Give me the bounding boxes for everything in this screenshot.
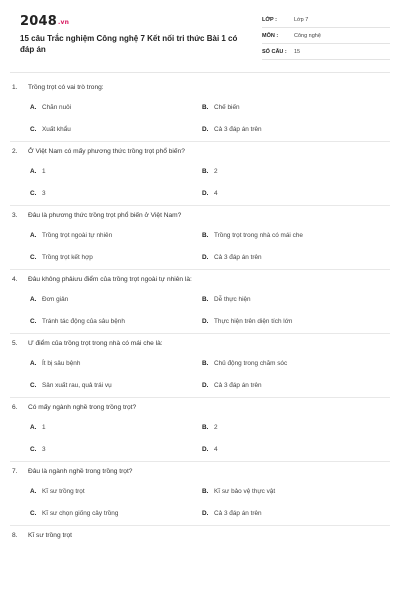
option-text: Chủ động trong chăm sóc <box>214 360 288 367</box>
option-text: Kĩ sư bảo vệ thực vật <box>214 488 276 495</box>
page-title: 15 câu Trắc nghiệm Công nghệ 7 Kết nối tri thức Bài 1 có đáp án <box>20 34 238 54</box>
question-text: Trồng trọt có vai trò trong: <box>28 84 104 91</box>
option-text: 3 <box>42 446 46 453</box>
answer-option[interactable] <box>202 481 390 503</box>
question-number: 1. <box>12 84 18 91</box>
question-header <box>10 83 390 97</box>
answer-option[interactable] <box>30 289 202 311</box>
option-text: Dễ thực hiện <box>214 296 251 303</box>
option-letter: B. <box>202 168 209 175</box>
option-text: 1 <box>42 168 46 175</box>
answer-option[interactable] <box>202 311 390 333</box>
option-text: Kĩ sư chọn giống cây trồng <box>42 510 119 517</box>
option-letter: D. <box>202 190 209 197</box>
answer-option[interactable] <box>202 375 390 397</box>
question-item <box>10 270 390 334</box>
option-letter: D. <box>202 510 209 517</box>
option-letter: C. <box>30 254 37 261</box>
question-item <box>10 398 390 462</box>
question-text: Đâu là ngành nghề trong trồng trọt? <box>28 468 133 475</box>
answer-option[interactable] <box>202 119 390 141</box>
option-letter: A. <box>30 232 37 239</box>
meta-label: SỐ CÂU : <box>262 49 287 55</box>
question-header <box>10 147 390 161</box>
question-number: 6. <box>12 404 18 411</box>
answer-option[interactable] <box>30 119 202 141</box>
site-logo[interactable] <box>20 14 69 29</box>
question-number: 4. <box>12 276 18 283</box>
option-text: Cả 3 đáp án trên <box>214 510 262 517</box>
option-letter: A. <box>30 488 37 495</box>
option-letter: B. <box>202 488 209 495</box>
answer-option[interactable] <box>202 183 390 205</box>
option-text: Trồng trọt ngoài tự nhiên <box>42 232 113 239</box>
meta-value: Công nghệ <box>294 33 321 39</box>
question-number: 2. <box>12 148 18 155</box>
answer-option[interactable] <box>202 503 390 525</box>
option-letter: B. <box>202 232 209 239</box>
meta-label: MÔN : <box>262 33 279 39</box>
answer-option[interactable] <box>30 97 202 119</box>
answer-option[interactable] <box>30 353 202 375</box>
option-letter: D. <box>202 126 209 133</box>
question-header <box>10 275 390 289</box>
option-letter: B. <box>202 360 209 367</box>
option-text: Chế biến <box>214 104 240 111</box>
option-text: 1 <box>42 424 46 431</box>
answer-options <box>10 225 390 269</box>
answer-option[interactable] <box>202 417 390 439</box>
answer-option[interactable] <box>202 225 390 247</box>
question-header <box>10 467 390 481</box>
answer-option[interactable] <box>30 417 202 439</box>
option-letter: D. <box>202 254 209 261</box>
option-text: 2 <box>214 424 218 431</box>
meta-subject <box>262 30 390 44</box>
option-letter: C. <box>30 190 37 197</box>
option-letter: B. <box>202 104 209 111</box>
question-header <box>10 531 390 545</box>
option-text: Đơn giản <box>42 296 69 303</box>
question-text: Ở Việt Nam có mấy phương thức trồng trọt phổ biến? <box>28 148 185 155</box>
option-letter: C. <box>30 318 37 325</box>
answer-option[interactable] <box>202 353 390 375</box>
header-divider <box>10 72 390 73</box>
answer-options <box>10 353 390 397</box>
question-item <box>10 206 390 270</box>
option-text: Sản xuất rau, quả trái vụ <box>42 382 112 389</box>
option-text: 3 <box>42 190 46 197</box>
question-header <box>10 211 390 225</box>
option-letter: A. <box>30 168 37 175</box>
question-number: 5. <box>12 340 18 347</box>
answer-option[interactable] <box>30 439 202 461</box>
meta-info <box>262 14 390 62</box>
answer-option[interactable] <box>202 289 390 311</box>
answer-option[interactable] <box>30 375 202 397</box>
logo-text: 2048 <box>20 14 57 29</box>
answer-options <box>10 97 390 141</box>
option-letter: C. <box>30 510 37 517</box>
question-list <box>10 78 390 545</box>
option-text: 2 <box>214 168 218 175</box>
option-text: Tránh tác động của sâu bệnh <box>42 318 125 325</box>
option-letter: D. <box>202 446 209 453</box>
question-text: Ư điểm của trồng trọt trong nhà có mái che là: <box>28 340 163 347</box>
option-letter: B. <box>202 424 209 431</box>
answer-option[interactable] <box>30 503 202 525</box>
option-text: Xuất khẩu <box>42 126 71 133</box>
option-letter: C. <box>30 126 37 133</box>
question-number: 3. <box>12 212 18 219</box>
meta-grade <box>262 14 390 28</box>
question-text: Đâu là phương thức trồng trọt phổ biến ở Việt Nam? <box>28 212 182 219</box>
question-item <box>10 526 390 545</box>
option-letter: C. <box>30 446 37 453</box>
answer-option[interactable] <box>30 311 202 333</box>
option-letter: D. <box>202 318 209 325</box>
answer-option[interactable] <box>202 439 390 461</box>
option-text: Thực hiện trên diện tích lớn <box>214 318 293 325</box>
answer-option[interactable] <box>30 247 202 269</box>
option-text: 4 <box>214 446 218 453</box>
answer-options <box>10 161 390 205</box>
question-item <box>10 78 390 142</box>
option-text: Ít bị sâu bệnh <box>42 360 81 367</box>
answer-options <box>10 481 390 525</box>
option-text: Trồng trọt kết hợp <box>42 254 93 261</box>
option-letter: D. <box>202 382 209 389</box>
logo-suffix: .vn <box>57 19 70 26</box>
question-item <box>10 334 390 398</box>
meta-value: Lớp 7 <box>294 17 309 23</box>
option-letter: B. <box>202 296 209 303</box>
option-text: Cả 3 đáp án trên <box>214 254 262 261</box>
answer-option[interactable] <box>202 97 390 119</box>
option-text: Chăn nuôi <box>42 104 72 111</box>
question-header <box>10 403 390 417</box>
option-text: Cả 3 đáp án trên <box>214 126 262 133</box>
meta-count <box>262 46 390 60</box>
option-letter: C. <box>30 382 37 389</box>
answer-option[interactable] <box>202 161 390 183</box>
answer-option[interactable] <box>30 225 202 247</box>
question-text: Đâu không phảiưu điểm của trồng trọt ngoài tự nhiên là: <box>28 276 192 283</box>
option-text: Kĩ sư trồng trọt <box>42 488 85 495</box>
option-letter: A. <box>30 424 37 431</box>
question-number: 8. <box>12 532 18 539</box>
option-text: Cả 3 đáp án trên <box>214 382 262 389</box>
answer-option[interactable] <box>30 183 202 205</box>
answer-option[interactable] <box>30 481 202 503</box>
answer-options <box>10 417 390 461</box>
meta-label: LỚP : <box>262 17 277 23</box>
option-text: 4 <box>214 190 218 197</box>
document-header <box>10 0 390 72</box>
option-letter: A. <box>30 104 37 111</box>
question-header <box>10 339 390 353</box>
answer-options <box>10 289 390 333</box>
option-text: Trồng trọt trong nhà có mái che <box>214 232 303 239</box>
option-letter: A. <box>30 296 37 303</box>
question-item <box>10 142 390 206</box>
question-item <box>10 462 390 526</box>
meta-value: 15 <box>294 49 301 55</box>
answer-option[interactable] <box>30 161 202 183</box>
question-number: 7. <box>12 468 18 475</box>
question-text: Kĩ sư trồng trọt <box>28 532 72 539</box>
answer-option[interactable] <box>202 247 390 269</box>
option-letter: A. <box>30 360 37 367</box>
question-text: Có mấy ngành nghề trong trồng trọt? <box>28 404 137 411</box>
